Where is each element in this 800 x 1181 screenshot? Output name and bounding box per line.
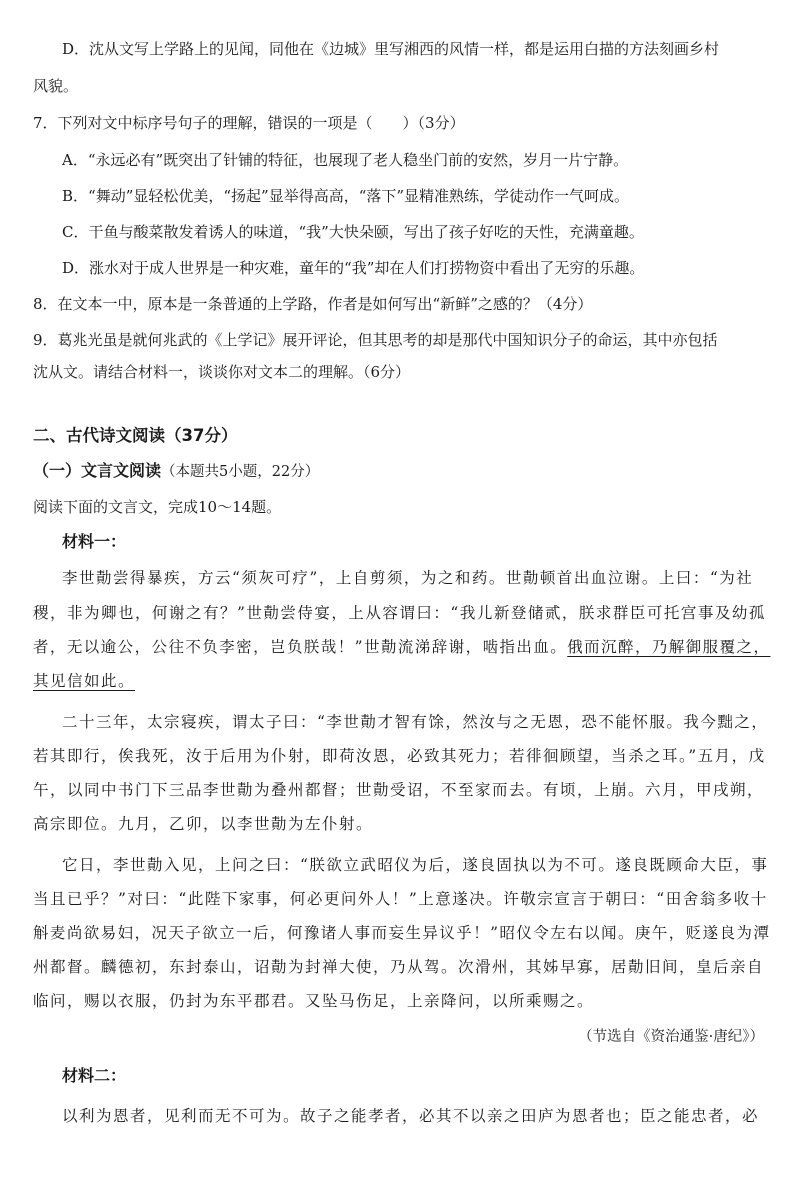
material1-p3-line4: 州都督。麟德初，东封泰山，诏勣为封禅大使，乃从驾。次滑州，其姊早寡，居勣旧间，皇后亲自 bbox=[33, 958, 765, 976]
section2-instruction: 阅读下面的文言文，完成10～14题。 bbox=[33, 498, 282, 516]
q6-option-d-line2: 风貌。 bbox=[33, 77, 79, 95]
underlined-sentence-part2: 其见信如此。 bbox=[33, 672, 136, 690]
material1-p1-line1: 李世勣尝得暴疾，方云“须灰可疗”，上自剪须，为之和药。世勣顿首出血泣谢。上曰：“为社 bbox=[62, 569, 754, 587]
material1-p2-line3: 午，以同中书门下三品李世勣为叠州都督；世勣受诏，不至家而去。有顷，上崩。六月，甲戌朔， bbox=[33, 781, 765, 799]
q7-option-c: C．干鱼与酸菜散发着诱人的味道，“我”大快朵颐，写出了孩子好吃的天性，充满童趣。 bbox=[62, 223, 644, 241]
material1-p3-line3: 斛麦尚欲易妇，况天子欲立一后，何豫诸人事而妄生异议乎！”昭仪令左右以闻。庚午，贬遂良为潭 bbox=[33, 924, 771, 942]
material1-p1-line3 bbox=[33, 637, 770, 657]
material1-p2-line4: 高宗即位。九月，乙卯，以李世勣为左仆射。 bbox=[33, 815, 374, 833]
material2-p1-line1: 以利为恩者，见利而无不可为。故子之能孝者，必其不以亲之田庐为恩者也；臣之能忠者，必 bbox=[62, 1107, 760, 1125]
section2-title: 二、古代诗文阅读（37分） bbox=[33, 426, 238, 445]
q8: 8．在文本一中，原本是一条普通的上学路，作者是如何写出“新鲜”之感的？（4分） bbox=[33, 295, 593, 313]
material2-heading: 材料二： bbox=[62, 1066, 127, 1085]
material1-heading: 材料一： bbox=[62, 532, 127, 551]
section2-subtitle bbox=[33, 461, 319, 482]
material1-p2-line2: 若其即行，俟我死，汝于后用为仆射，即荷汝恩，必致其死力；若徘徊顾望，当杀之耳。”五月，戊 bbox=[33, 747, 766, 765]
q9-line2: 沈从文。请结合材料一，谈谈你对文本二的理解。（6分） bbox=[33, 363, 411, 381]
material1-p1-line2: 稷，非为卿也，何谢之有？”世勣尝侍宴，上从容谓曰：“我儿新登储贰，朕求群臣可托宫事及幼孤 bbox=[33, 604, 766, 622]
subtitle-text: （一）文言文阅读 bbox=[33, 461, 162, 480]
q7-option-d: D．涨水对于成人世界是一种灾难，童年的“我”却在人们打捞物资中看出了无穷的乐趣。 bbox=[62, 259, 645, 277]
material1-source: （节选自《资治通鉴·唐纪》） bbox=[578, 1029, 764, 1045]
material1-p3-line1: 它日，李世勣入见，上问之曰：“朕欲立武昭仪为后，遂良固执以为不可。遂良既顾命大臣，事 bbox=[62, 856, 769, 874]
material1-p3-line5: 临问，赐以衣服，仍封为东平郡君。又坠马伤足，上亲降问，以所乘赐之。 bbox=[33, 992, 595, 1010]
q9-line1: 9．葛兆光虽是就何兆武的《上学记》展开评论，但其思考的却是那代中国知识分子的命运，其中亦包括 bbox=[33, 331, 718, 349]
material1-p3-line2: 当且已乎？”对曰：“此陛下家事，何必更问外人！”上意遂决。许敬宗宣言于朝曰：“田舍翁多收十 bbox=[33, 890, 768, 908]
q7-option-a: A．“永远必有”既突出了针铺的特征，也展现了老人稳坐门前的安然，岁月一片宁静。 bbox=[62, 151, 629, 169]
p1-line3-plain: 者，无以逾公，公往不负李密，岂负朕哉！”世勣流涕辞谢，啮指出血。 bbox=[33, 638, 568, 656]
underlined-sentence-part1: 俄而沉醉，乃解御服覆之， bbox=[567, 638, 771, 656]
q7-option-b: B．“舞动”显轻松优美，“扬起”显举得高高，“落下”显精准熟练，学徒动作一气呵成。 bbox=[62, 187, 630, 205]
q6-option-d-line1: D．沈从文写上学路上的见闻，同他在《边城》里写湘西的风情一样，都是运用白描的方法刻画乡村 bbox=[62, 40, 720, 58]
q7-stem: 7．下列对文中标序号句子的理解，错误的一项是（ ）（3分） bbox=[33, 114, 465, 132]
subtitle-note: （本题共5小题，22分） bbox=[161, 464, 320, 480]
material1-p2-line1: 二十三年，太宗寝疾，谓太子曰：“李世勣才智有馀，然汝与之无恩，恐不能怀服。我今黜之， bbox=[62, 713, 769, 731]
